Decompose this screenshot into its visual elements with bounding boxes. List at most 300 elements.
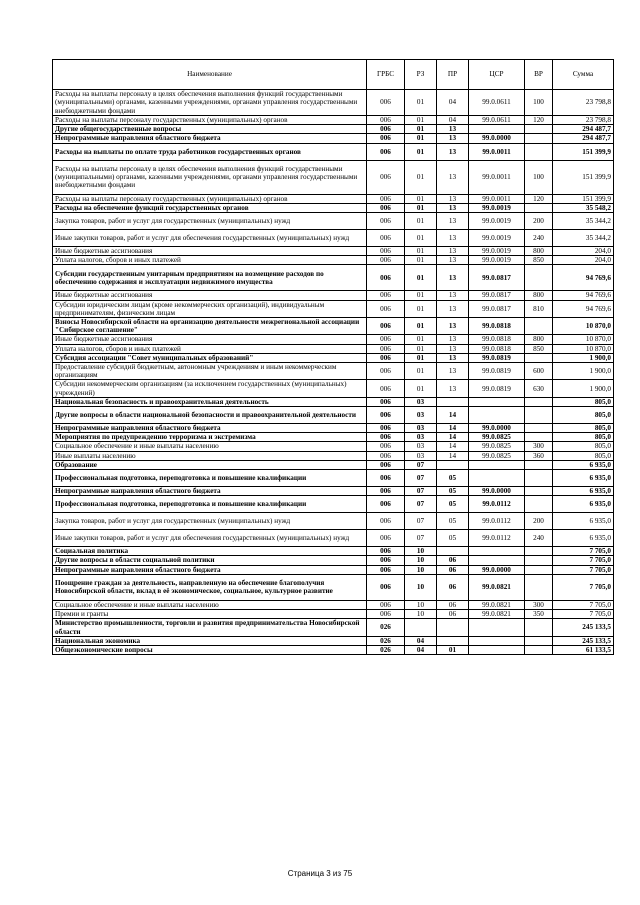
cell-name: Предоставление субсидий бюджетным, автономным учреждениям и иным некоммерческим организациям — [53, 363, 367, 380]
cell-csr: 99.0.0818 — [469, 335, 525, 344]
cell-vr — [525, 487, 553, 496]
cell-csr — [469, 407, 525, 424]
cell-sum: 805,0 — [553, 424, 614, 433]
cell-csr: 99.0.0817 — [469, 300, 525, 317]
cell-csr — [469, 556, 525, 565]
cell-pr: 13 — [437, 213, 469, 230]
cell-sum: 94 769,6 — [553, 265, 614, 291]
cell-vr: 800 — [525, 291, 553, 300]
cell-grbs: 006 — [367, 496, 405, 513]
cell-sum: 245 133,5 — [553, 636, 614, 645]
cell-rz: 10 — [405, 556, 437, 565]
cell-grbs: 006 — [367, 487, 405, 496]
cell-sum: 35 344,2 — [553, 213, 614, 230]
cell-name: Закупка товаров, работ и услуг для государственных (муниципальных) нужд — [53, 213, 367, 230]
cell-sum: 294 487,7 — [553, 134, 614, 143]
cell-name: Расходы на выплаты персоналу в целях обеспечения выполнения функций государственными (муниципальными) органами, казенными учреждениями, органами управления государственными внебюджетными фондами — [53, 90, 367, 116]
table-header-row — [53, 60, 614, 90]
cell-csr — [469, 636, 525, 645]
cell-name: Иные закупки товаров, работ и услуг для обеспечения государственных (муниципальных) нужд — [53, 530, 367, 547]
table-row — [53, 125, 614, 134]
cell-grbs: 006 — [367, 344, 405, 353]
table-row — [53, 470, 614, 487]
cell-name: Национальная безопасность и правоохранительная деятельность — [53, 397, 367, 406]
cell-name: Другие общегосударственные вопросы — [53, 125, 367, 134]
cell-csr — [469, 645, 525, 654]
cell-rz: 01 — [405, 134, 437, 143]
cell-name: Субсидии юридическим лицам (кроме некоммерческих организаций), индивидуальным предпринимателям, физическим лицам — [53, 300, 367, 317]
cell-grbs: 006 — [367, 194, 405, 203]
cell-csr: 99.0.0817 — [469, 291, 525, 300]
cell-sum: 6 935,0 — [553, 460, 614, 469]
cell-rz: 01 — [405, 335, 437, 344]
cell-pr: 13 — [437, 344, 469, 353]
cell-name: Непрограммные направления областного бюджета — [53, 134, 367, 143]
cell-rz: 01 — [405, 318, 437, 335]
cell-grbs: 006 — [367, 442, 405, 451]
cell-grbs: 006 — [367, 397, 405, 406]
cell-pr: 05 — [437, 487, 469, 496]
cell-pr: 13 — [437, 335, 469, 344]
cell-pr: 06 — [437, 600, 469, 609]
cell-grbs: 006 — [367, 116, 405, 125]
cell-vr — [525, 645, 553, 654]
header-grbs: ГРБС — [367, 60, 405, 90]
cell-pr: 13 — [437, 125, 469, 134]
cell-name: Премии и гранты — [53, 610, 367, 619]
cell-pr: 01 — [437, 645, 469, 654]
cell-sum: 204,0 — [553, 256, 614, 265]
cell-rz: 01 — [405, 90, 437, 116]
cell-vr — [525, 407, 553, 424]
cell-sum: 7 705,0 — [553, 600, 614, 609]
cell-grbs: 006 — [367, 247, 405, 256]
cell-pr: 13 — [437, 160, 469, 194]
table-row — [53, 203, 614, 212]
cell-sum: 7 705,0 — [553, 610, 614, 619]
cell-name: Социальная политика — [53, 547, 367, 556]
cell-sum: 94 769,6 — [553, 300, 614, 317]
cell-grbs: 006 — [367, 90, 405, 116]
cell-csr: 99.0.0011 — [469, 194, 525, 203]
cell-sum: 805,0 — [553, 451, 614, 460]
cell-name: Расходы на выплаты персоналу государственных (муниципальных) органов — [53, 116, 367, 125]
cell-csr: 99.0.0611 — [469, 90, 525, 116]
cell-grbs: 026 — [367, 619, 405, 636]
table-row — [53, 291, 614, 300]
cell-csr: 99.0.0112 — [469, 496, 525, 513]
cell-name: Иные выплаты населению — [53, 451, 367, 460]
cell-sum: 805,0 — [553, 407, 614, 424]
table-row — [53, 230, 614, 247]
cell-pr — [437, 397, 469, 406]
table-row — [53, 344, 614, 353]
cell-name: Иные закупки товаров, работ и услуг для обеспечения государственных (муниципальных) нужд — [53, 230, 367, 247]
cell-pr: 13 — [437, 265, 469, 291]
cell-rz: 10 — [405, 574, 437, 600]
table-row — [53, 160, 614, 194]
cell-rz: 01 — [405, 353, 437, 362]
cell-name: Непрограммные направления областного бюджета — [53, 424, 367, 433]
cell-rz: 01 — [405, 256, 437, 265]
cell-sum: 1 900,0 — [553, 363, 614, 380]
cell-csr: 99.0.0819 — [469, 363, 525, 380]
cell-name: Закупка товаров, работ и услуг для государственных (муниципальных) нужд — [53, 513, 367, 530]
cell-csr: 99.0.0000 — [469, 424, 525, 433]
cell-csr: 99.0.0825 — [469, 442, 525, 451]
cell-rz: 03 — [405, 424, 437, 433]
cell-vr — [525, 619, 553, 636]
cell-name: Иные бюджетные ассигнования — [53, 247, 367, 256]
cell-rz: 07 — [405, 513, 437, 530]
cell-pr — [437, 460, 469, 469]
cell-rz: 07 — [405, 530, 437, 547]
cell-name: Иные бюджетные ассигнования — [53, 335, 367, 344]
table-row — [53, 565, 614, 574]
table-row — [53, 265, 614, 291]
cell-sum: 805,0 — [553, 433, 614, 442]
cell-rz: 04 — [405, 645, 437, 654]
cell-sum: 35 548,2 — [553, 203, 614, 212]
cell-grbs: 006 — [367, 335, 405, 344]
cell-vr: 810 — [525, 300, 553, 317]
table-row — [53, 116, 614, 125]
cell-rz: 01 — [405, 194, 437, 203]
cell-grbs: 006 — [367, 300, 405, 317]
cell-grbs: 006 — [367, 143, 405, 160]
cell-csr — [469, 125, 525, 134]
cell-grbs: 006 — [367, 530, 405, 547]
cell-grbs: 006 — [367, 460, 405, 469]
cell-sum: 151 399,9 — [553, 160, 614, 194]
table-row — [53, 451, 614, 460]
cell-sum: 805,0 — [553, 442, 614, 451]
cell-grbs: 006 — [367, 574, 405, 600]
cell-pr: 14 — [437, 433, 469, 442]
cell-sum: 6 935,0 — [553, 487, 614, 496]
cell-rz: 01 — [405, 160, 437, 194]
cell-vr — [525, 203, 553, 212]
cell-vr — [525, 143, 553, 160]
cell-sum: 151 399,9 — [553, 194, 614, 203]
cell-pr: 06 — [437, 574, 469, 600]
cell-pr: 13 — [437, 318, 469, 335]
table-row — [53, 442, 614, 451]
cell-sum: 151 399,9 — [553, 143, 614, 160]
cell-csr: 99.0.0112 — [469, 513, 525, 530]
cell-grbs: 026 — [367, 645, 405, 654]
header-vr: ВР — [525, 60, 553, 90]
cell-grbs: 006 — [367, 407, 405, 424]
cell-sum: 1 900,0 — [553, 380, 614, 397]
cell-sum: 7 705,0 — [553, 565, 614, 574]
cell-csr: 99.0.0019 — [469, 203, 525, 212]
cell-name: Мероприятия по предупреждению терроризма и экстремизма — [53, 433, 367, 442]
cell-grbs: 006 — [367, 160, 405, 194]
cell-vr — [525, 556, 553, 565]
cell-name: Министерство промышленности, торговли и развития предпринимательства Новосибирской области — [53, 619, 367, 636]
cell-rz: 07 — [405, 460, 437, 469]
cell-sum: 805,0 — [553, 397, 614, 406]
table-row — [53, 90, 614, 116]
cell-name: Взносы Новосибирской области на организацию деятельности межрегиональной ассоциации "Сибирское соглашение" — [53, 318, 367, 335]
cell-grbs: 006 — [367, 230, 405, 247]
cell-rz: 03 — [405, 397, 437, 406]
cell-csr: 99.0.0000 — [469, 487, 525, 496]
cell-vr: 850 — [525, 344, 553, 353]
budget-table-sheet — [52, 59, 613, 655]
cell-pr: 13 — [437, 134, 469, 143]
cell-name: Расходы на выплаты персоналу государственных (муниципальных) органов — [53, 194, 367, 203]
cell-sum: 7 705,0 — [553, 547, 614, 556]
cell-rz: 01 — [405, 125, 437, 134]
cell-csr — [469, 547, 525, 556]
cell-csr: 99.0.0611 — [469, 116, 525, 125]
cell-csr: 99.0.0819 — [469, 353, 525, 362]
cell-name: Расходы на выплаты персоналу в целях обеспечения выполнения функций государственными (муниципальными) органами, казенными учреждениями, органами управления государственными внебюджетными фондами — [53, 160, 367, 194]
cell-name: Уплата налогов, сборов и иных платежей — [53, 256, 367, 265]
cell-pr: 13 — [437, 256, 469, 265]
cell-sum: 1 900,0 — [553, 353, 614, 362]
cell-grbs: 006 — [367, 565, 405, 574]
header-rz: РЗ — [405, 60, 437, 90]
cell-csr: 99.0.0019 — [469, 247, 525, 256]
table-row — [53, 487, 614, 496]
cell-vr — [525, 318, 553, 335]
cell-vr — [525, 265, 553, 291]
table-row — [53, 143, 614, 160]
cell-rz: 10 — [405, 565, 437, 574]
cell-rz: 03 — [405, 433, 437, 442]
table-row — [53, 300, 614, 317]
cell-pr: 05 — [437, 530, 469, 547]
table-row — [53, 407, 614, 424]
cell-name: Субсидия ассоциации "Совет муниципальных образований" — [53, 353, 367, 362]
cell-name: Социальное обеспечение и иные выплаты населению — [53, 600, 367, 609]
cell-csr: 99.0.0011 — [469, 143, 525, 160]
cell-sum: 6 935,0 — [553, 530, 614, 547]
cell-vr — [525, 460, 553, 469]
cell-pr: 04 — [437, 90, 469, 116]
cell-vr: 800 — [525, 247, 553, 256]
cell-rz: 01 — [405, 300, 437, 317]
cell-pr: 13 — [437, 143, 469, 160]
cell-grbs: 006 — [367, 125, 405, 134]
cell-sum: 7 705,0 — [553, 574, 614, 600]
table-row — [53, 318, 614, 335]
header-sum: Сумма — [553, 60, 614, 90]
table-row — [53, 530, 614, 547]
cell-csr: 99.0.0818 — [469, 344, 525, 353]
cell-pr: 14 — [437, 407, 469, 424]
cell-grbs: 006 — [367, 265, 405, 291]
cell-csr: 99.0.0821 — [469, 610, 525, 619]
table-row — [53, 353, 614, 362]
cell-sum: 94 769,6 — [553, 291, 614, 300]
cell-vr — [525, 125, 553, 134]
table-row — [53, 619, 614, 636]
cell-name: Общеэкономические вопросы — [53, 645, 367, 654]
cell-grbs: 006 — [367, 600, 405, 609]
cell-grbs: 006 — [367, 291, 405, 300]
cell-csr: 99.0.0019 — [469, 230, 525, 247]
cell-grbs: 006 — [367, 556, 405, 565]
cell-sum: 6 935,0 — [553, 513, 614, 530]
table-row — [53, 574, 614, 600]
cell-grbs: 006 — [367, 134, 405, 143]
cell-vr — [525, 565, 553, 574]
cell-vr: 850 — [525, 256, 553, 265]
cell-csr: 99.0.0019 — [469, 256, 525, 265]
header-name: Наименование — [53, 60, 367, 90]
cell-sum: 10 870,0 — [553, 335, 614, 344]
table-row — [53, 380, 614, 397]
cell-name: Профессиональная подготовка, переподготовка и повышение квалификации — [53, 496, 367, 513]
cell-rz: 03 — [405, 451, 437, 460]
cell-rz: 01 — [405, 203, 437, 212]
cell-pr: 14 — [437, 424, 469, 433]
cell-rz: 01 — [405, 230, 437, 247]
cell-csr: 99.0.0825 — [469, 451, 525, 460]
cell-rz: 10 — [405, 600, 437, 609]
cell-rz: 01 — [405, 344, 437, 353]
cell-rz: 07 — [405, 470, 437, 487]
cell-grbs: 006 — [367, 363, 405, 380]
cell-name: Субсидии государственным унитарным предприятиям на возмещение расходов по обеспечению содержания и эксплуатации недвижимого имущества — [53, 265, 367, 291]
cell-pr: 13 — [437, 247, 469, 256]
cell-rz: 01 — [405, 116, 437, 125]
cell-vr — [525, 353, 553, 362]
cell-name: Иные бюджетные ассигнования — [53, 291, 367, 300]
cell-grbs: 006 — [367, 256, 405, 265]
cell-csr: 99.0.0112 — [469, 530, 525, 547]
cell-sum: 35 344,2 — [553, 230, 614, 247]
cell-csr: 99.0.0821 — [469, 574, 525, 600]
cell-pr — [437, 636, 469, 645]
cell-sum: 245 133,5 — [553, 619, 614, 636]
cell-rz: 01 — [405, 213, 437, 230]
table-row — [53, 335, 614, 344]
header-pr: ПР — [437, 60, 469, 90]
cell-name: Поощрение граждан за деятельность, направленную на обеспечение благополучия Новосибирской области, вклад в её экономическое, социальное, культурное развитие — [53, 574, 367, 600]
cell-rz: 01 — [405, 380, 437, 397]
cell-pr: 13 — [437, 203, 469, 212]
cell-sum: 6 935,0 — [553, 470, 614, 487]
table-row — [53, 636, 614, 645]
cell-sum: 7 705,0 — [553, 556, 614, 565]
cell-vr — [525, 496, 553, 513]
cell-pr: 05 — [437, 513, 469, 530]
cell-name: Уплата налогов, сборов и иных платежей — [53, 344, 367, 353]
cell-vr: 240 — [525, 530, 553, 547]
cell-name: Расходы на обеспечение функций государственных органов — [53, 203, 367, 212]
cell-pr: 13 — [437, 291, 469, 300]
cell-csr: 99.0.0817 — [469, 265, 525, 291]
cell-csr: 99.0.0818 — [469, 318, 525, 335]
cell-vr: 630 — [525, 380, 553, 397]
cell-rz: 03 — [405, 407, 437, 424]
cell-name: Непрограммные направления областного бюджета — [53, 487, 367, 496]
cell-vr — [525, 397, 553, 406]
cell-sum: 294 487,7 — [553, 125, 614, 134]
table-row — [53, 547, 614, 556]
table-row — [53, 363, 614, 380]
cell-sum: 23 798,8 — [553, 90, 614, 116]
cell-rz: 01 — [405, 143, 437, 160]
table-row — [53, 496, 614, 513]
cell-grbs: 006 — [367, 424, 405, 433]
cell-grbs: 006 — [367, 318, 405, 335]
cell-pr: 06 — [437, 610, 469, 619]
cell-pr: 13 — [437, 353, 469, 362]
cell-name: Образование — [53, 460, 367, 469]
cell-csr: 99.0.0019 — [469, 213, 525, 230]
cell-vr — [525, 470, 553, 487]
cell-vr: 300 — [525, 442, 553, 451]
cell-pr: 05 — [437, 496, 469, 513]
page-number: Страница 3 из 75 — [287, 869, 353, 878]
cell-vr: 120 — [525, 116, 553, 125]
cell-sum: 10 870,0 — [553, 318, 614, 335]
cell-name: Другие вопросы в области социальной политики — [53, 556, 367, 565]
cell-vr — [525, 433, 553, 442]
table-row — [53, 433, 614, 442]
cell-vr: 350 — [525, 610, 553, 619]
cell-rz: 01 — [405, 291, 437, 300]
cell-pr: 13 — [437, 380, 469, 397]
budget-table — [52, 59, 614, 655]
cell-pr — [437, 619, 469, 636]
table-body — [53, 90, 614, 655]
cell-vr: 360 — [525, 451, 553, 460]
cell-csr — [469, 460, 525, 469]
cell-grbs: 006 — [367, 213, 405, 230]
table-row — [53, 256, 614, 265]
cell-pr: 13 — [437, 363, 469, 380]
table-row — [53, 194, 614, 203]
cell-vr: 100 — [525, 160, 553, 194]
cell-vr: 120 — [525, 194, 553, 203]
table-row — [53, 600, 614, 609]
cell-sum: 61 133,5 — [553, 645, 614, 654]
table-row — [53, 397, 614, 406]
table-row — [53, 610, 614, 619]
cell-pr: 14 — [437, 451, 469, 460]
cell-grbs: 006 — [367, 353, 405, 362]
table-row — [53, 513, 614, 530]
cell-csr: 99.0.0825 — [469, 433, 525, 442]
cell-grbs: 026 — [367, 636, 405, 645]
cell-rz: 10 — [405, 547, 437, 556]
table-row — [53, 247, 614, 256]
cell-pr: 14 — [437, 442, 469, 451]
cell-csr: 99.0.0821 — [469, 600, 525, 609]
cell-sum: 10 870,0 — [553, 344, 614, 353]
cell-csr — [469, 470, 525, 487]
cell-vr — [525, 636, 553, 645]
cell-csr — [469, 397, 525, 406]
cell-csr: 99.0.0000 — [469, 134, 525, 143]
cell-grbs: 006 — [367, 610, 405, 619]
cell-grbs: 006 — [367, 547, 405, 556]
cell-pr: 13 — [437, 300, 469, 317]
cell-rz: 01 — [405, 363, 437, 380]
cell-pr — [437, 547, 469, 556]
cell-pr: 13 — [437, 230, 469, 247]
cell-vr: 600 — [525, 363, 553, 380]
cell-name: Непрограммные направления областного бюджета — [53, 565, 367, 574]
cell-vr — [525, 424, 553, 433]
